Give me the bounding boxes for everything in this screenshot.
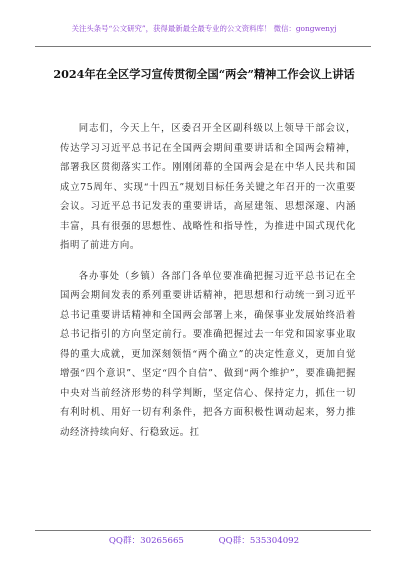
header-divider: [35, 46, 371, 47]
paragraph-2: 各办事处（乡镇）各部门各单位要准确把握习近平总书记在全国两会期间发表的系列重要讲话精神，把思想和行动统一到习近平总书记重要讲话精神和全国两会部署上来，确保事业发展始终沿着总书记指引的方向坚定前行。要准确把握过去一年党和国家事业取得的重大成就，更加深刻领悟“两个确立”的决定性意义，更加自觉增强“四个意识”、坚定“四个自信”、做到“两个维护”，要准确把握中央对当前经济形势的科学判断，坚定信心、保持定力，抓住一切有利时机、用好一切有利条件，把各方面积极性调动起来，努力推动经济持续向好、行稳致远。扛: [60, 270, 356, 438]
page-footer: [0, 535, 408, 547]
paragraph-1: 同志们，今天上午，区委召开全区副科级以上领导干部会议，传达学习习近平总书记在全国两会期间重要讲话和全国两会精神，部署我区贯彻落实工作。刚刚闭幕的全国两会是在中华人民共和国成立75周年、实现“十四五”规划目标任务关键之年召开的一次重要会议。习近平总书记发表的重要讲话，高屋建瓴、思想深邃、内涵丰富，具有很强的思想性、战略性和指导性，为推进中国式现代化指明了前进方向。: [60, 123, 356, 251]
document-title: 2024年在全区学习宣传贯彻全国“两会”精神工作会议上讲话: [53, 67, 355, 81]
footer-qq-group-1: QQ群：30265665: [108, 536, 184, 546]
footer-divider: [35, 530, 371, 531]
document-body: [60, 119, 356, 453]
footer-qq-group-2: QQ群：535304092: [218, 536, 300, 546]
page-header: 关注头条号“公文研究”，获得最新最全最专业的公文资料库！ 微信：gongwenyj: [71, 24, 337, 33]
